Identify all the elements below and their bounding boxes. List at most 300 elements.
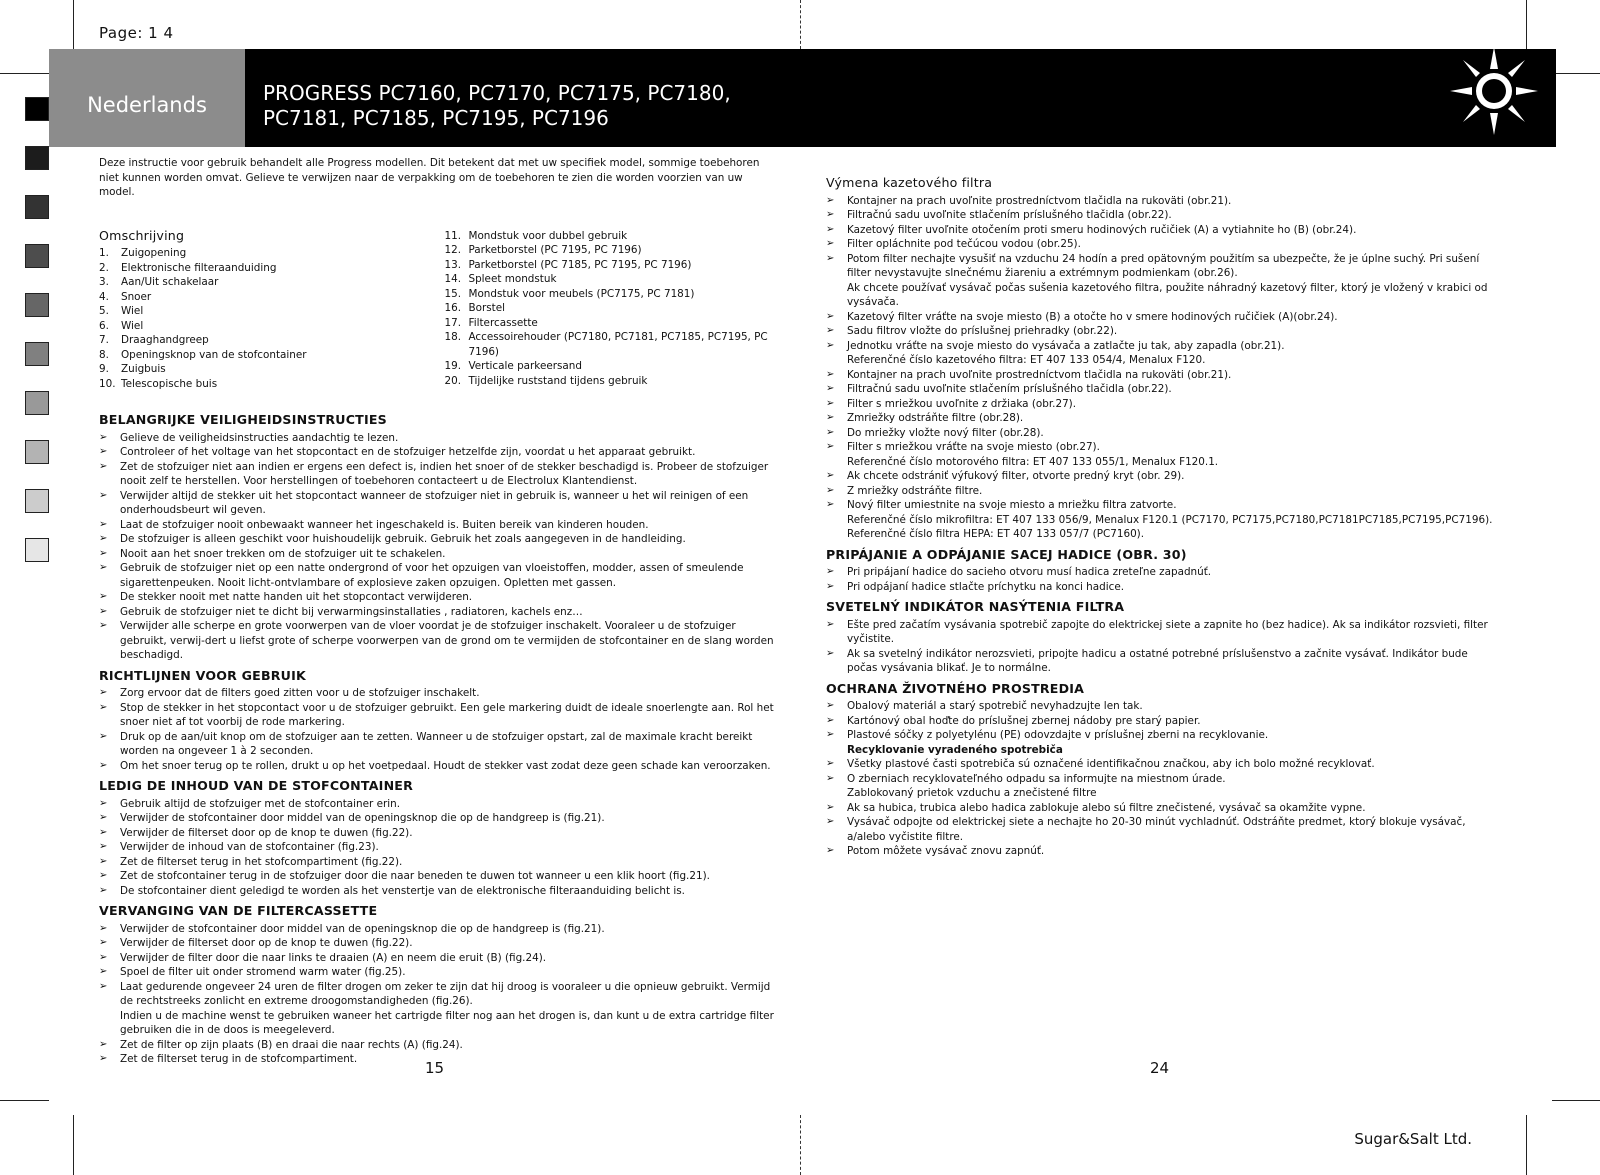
list-item	[99, 965, 774, 980]
arrow-bullet-icon: ➢	[99, 937, 108, 948]
list-item-text: Verticale parkeersand	[468, 360, 582, 372]
list-item-text: Verwijder de stofcontainer door middel van de openingsknop die op de handgreep is (fig.21).	[120, 922, 605, 935]
list-item-text: Om het snoer terug op te rollen, drukt u op het voetpedaal. Houdt de stekker vast zodat deze geen schade kan veroorzaken.	[120, 759, 771, 772]
list-item	[826, 397, 1494, 412]
list-item	[826, 618, 1494, 647]
arrow-bullet-icon: ➢	[826, 566, 835, 577]
list-item	[826, 469, 1494, 484]
list-item	[444, 301, 774, 316]
list-item-text: Aan/Uit schakelaar	[121, 276, 219, 288]
arrow-bullet-icon: ➢	[826, 412, 835, 423]
model-title-line: PC7181, PC7185, PC7195, PC7196	[263, 106, 609, 130]
list-item-text: Jednotku vráťte na svoje miesto do vysávača a zatlačte ju tak, aby zapadla (obr.21).	[847, 339, 1285, 352]
note-text: Ak chcete používať vysávač počas sušenia kazetového filtra, použite náhradný kazetový filter, ktorý je vložený v krabici od vysávača.	[847, 281, 1488, 308]
description-list-right	[444, 229, 774, 392]
list-item-text: O zberniach recyklovateľného odpadu sa informujte na miestnom úrade.	[847, 772, 1226, 785]
list-item	[826, 815, 1494, 844]
list-item-text: Mondstuk voor dubbel gebruik	[468, 229, 628, 242]
list-item-text: Verwijder de filterset door op de knop te duwen (fig.22).	[120, 937, 413, 949]
list-item	[826, 728, 1494, 743]
list-item	[99, 701, 774, 730]
list-item-text: Filtercassette	[468, 316, 538, 329]
list-item-text: Zet de filter op zijn plaats (B) en draai die naar rechts (A) (fig.24).	[120, 1038, 463, 1051]
list-item	[99, 348, 444, 363]
list-item-text: Telescopische buis	[121, 377, 218, 390]
list-item	[826, 757, 1494, 772]
list-item-number: 12.	[444, 244, 462, 256]
arrow-bullet-icon: ➢	[99, 812, 108, 823]
fold-mark	[800, 0, 801, 49]
color-swatch	[25, 538, 49, 562]
list-item	[99, 377, 444, 392]
section-heading: OCHRANA ŽIVOTNÉHO PROSTREDIA	[826, 680, 1085, 696]
list-item	[444, 287, 774, 302]
section-heading: Výmena kazetového filtra	[826, 175, 993, 190]
list-item	[99, 759, 774, 774]
list-item-text: Vysávač odpojte od elektrickej siete a nechajte ho 20-30 minút vychladnúť. Odstráňte predmet, ktorý blokuje vysávač, a/alebo vyčistite filtre.	[847, 816, 1466, 843]
arrow-bullet-icon: ➢	[99, 605, 108, 617]
list-item	[99, 1038, 774, 1053]
arrow-bullet-icon: ➢	[826, 368, 835, 380]
bullet-list	[99, 431, 774, 663]
arrow-bullet-icon: ➢	[826, 397, 835, 409]
color-swatch	[25, 146, 49, 170]
color-swatch	[25, 244, 49, 268]
list-item-text: Controleer of het voltage van het stopcontact en de stofzuiger hetzelfde zijn, voordat u het apparaat gebruikt.	[120, 446, 696, 458]
list-item-text: Laat gedurende ongeveer 24 uren de filter drogen om zeker te zijn dat hij droog is vooraleer u die opnieuw gebruikt. Vermijd de rechtstreeks zonlicht en extreme droogomstandigheden (fig.26).	[120, 980, 771, 1007]
list-item	[99, 304, 444, 319]
arrow-bullet-icon: ➢	[99, 951, 108, 963]
language-label: Nederlands	[49, 49, 245, 147]
color-swatch	[25, 391, 49, 415]
list-item-text: Do mriežky vložte nový filter (obr.28).	[847, 426, 1044, 439]
arrow-bullet-icon: ➢	[99, 730, 108, 742]
list-item	[99, 619, 774, 663]
list-item-text: Verwijder de filterset door op de knop te duwen (fig.22).	[120, 826, 413, 839]
list-item-text: Gebruik de stofzuiger niet op een natte ondergrond of voor het opzuigen van vloeistoffen, modder, assen of smeulende sigarettenpeuken. Nooit licht-ontvlambare of explosieve zaken opzuigen. Opletten met gassen.	[120, 562, 744, 589]
list-item	[99, 518, 774, 533]
bullet-list	[826, 368, 1494, 455]
color-swatch	[25, 342, 49, 366]
list-item	[826, 324, 1494, 339]
model-title-line: PROGRESS PC7160, PC7170, PC7175, PC7180,	[263, 81, 731, 105]
list-item	[444, 316, 774, 331]
page-label: Page: 1 4	[99, 24, 174, 42]
list-item	[826, 484, 1494, 499]
list-item	[444, 243, 774, 258]
list-item-text: De stofzuiger is alleen geschikt voor huishoudelijk gebruik. Gebruik het zoals aangegeven in de handleiding.	[120, 533, 686, 545]
arrow-bullet-icon: ➢	[99, 841, 108, 852]
list-item-text: Kazetový filter uvoľnite otočením proti smeru hodinových ručičiek (A) a vytiahnite ho (B) (obr.24).	[847, 223, 1357, 236]
list-item-text: Verwijder de inhoud van de stofcontainer (fig.23).	[120, 841, 379, 853]
list-item	[99, 290, 444, 305]
description-list-left	[99, 229, 444, 392]
arrow-bullet-icon: ➢	[99, 533, 108, 544]
arrow-bullet-icon: ➢	[826, 383, 835, 394]
list-item	[99, 951, 774, 966]
arrow-bullet-icon: ➢	[826, 845, 835, 856]
list-item-text: Kontajner na prach uvoľnite prostredníctvom tlačidla na rukoväti (obr.21).	[847, 194, 1232, 207]
arrow-bullet-icon: ➢	[99, 980, 108, 992]
list-item	[99, 869, 774, 884]
arrow-bullet-icon: ➢	[826, 801, 835, 813]
section-heading: Omschrijving	[99, 227, 185, 243]
color-swatch	[25, 489, 49, 513]
list-item	[99, 922, 774, 937]
list-item-number: 1.	[99, 247, 109, 259]
list-item	[826, 194, 1494, 209]
list-item-text: Potom filter nechajte vysušiť na vzduchu 24 hodín a pred opätovným použitím sa ubezpečte, že je úplne suchý. Pri sušení filter nevystavujte slnečnému žiareniu a extrémnym podmienkam (obr.26).	[847, 252, 1480, 279]
list-item-text: Stop de stekker in het stopcontact voor u de stofzuiger gebruikt. Een gele markering duidt de ideale snoerlengte aan. Rol het snoer niet af tot voorbij de rode markering.	[120, 701, 774, 728]
arrow-bullet-icon: ➢	[826, 729, 835, 740]
note-text: Indien u de machine wenst te gebruiken waneer het cartrigde filter nog aan het drogen is, dan kunt u de extra cartridge filter gebruiken die in de doos is meegeleverd.	[120, 1009, 774, 1036]
sun-icon	[1450, 47, 1538, 135]
list-item-number: 3.	[99, 276, 109, 288]
arrow-bullet-icon: ➢	[826, 758, 835, 769]
list-item	[826, 411, 1494, 426]
list-item	[826, 310, 1494, 325]
list-item-number: 17.	[444, 316, 462, 329]
list-item-text: Gelieve de veiligheidsinstructies aandachtig te lezen.	[120, 431, 399, 444]
list-item-number: 13.	[444, 258, 462, 271]
list-item-number: 4.	[99, 290, 109, 303]
list-item	[99, 605, 774, 620]
list-item	[826, 498, 1494, 513]
list-item	[99, 855, 774, 870]
numbered-list	[444, 229, 774, 389]
list-item	[826, 844, 1494, 859]
list-item-text: Zet de filterset terug in het stofcompartiment (fig.22).	[120, 855, 403, 868]
list-item	[99, 445, 774, 460]
note-text: Referenčné číslo kazetového filtra: ET 407 133 054/4, Menalux F120.	[847, 354, 1206, 366]
list-item-text: Openingsknop van de stofcontainer	[121, 348, 307, 361]
list-item	[444, 359, 774, 374]
list-item	[444, 229, 774, 244]
header-bar	[49, 49, 1556, 147]
arrow-bullet-icon: ➢	[826, 426, 835, 438]
arrow-bullet-icon: ➢	[826, 470, 835, 481]
arrow-bullet-icon: ➢	[826, 700, 835, 711]
section-heading: RICHTLIJNEN VOOR GEBRUIK	[99, 667, 306, 683]
arrow-bullet-icon: ➢	[826, 816, 835, 827]
list-item-text: Kazetový filter vráťte na svoje miesto (B) a otočte ho v smere hodinových ručičiek (A)(obr.24).	[847, 310, 1338, 323]
list-item-text: Zuigbuis	[121, 363, 166, 375]
list-item-text: De stekker nooit met natte handen uit het stopcontact verwijderen.	[120, 591, 473, 603]
arrow-bullet-icon: ➢	[99, 489, 108, 501]
list-item-number: 20.	[444, 374, 462, 387]
list-item-text: Zuigopening	[121, 247, 187, 259]
list-item	[99, 489, 774, 518]
list-item	[826, 647, 1494, 676]
list-item	[826, 382, 1494, 397]
list-item	[99, 547, 774, 562]
list-item-text: Ešte pred začatím vysávania spotrebič zapojte do elektrickej siete a zapnite ho (bez hadice). Ak sa indikátor rozsvieti, filter vyčistite.	[847, 618, 1488, 645]
bullet-list	[826, 469, 1494, 513]
sub-heading: Recyklovanie vyradeného spotrebiča	[847, 743, 1063, 756]
list-item-text: Parketborstel (PC 7195, PC 7196)	[468, 244, 642, 256]
list-item-text: Zmriežky odstráňte filtre (obr.28).	[847, 412, 1024, 424]
numbered-list	[99, 246, 444, 391]
arrow-bullet-icon: ➢	[99, 446, 108, 457]
list-item	[826, 772, 1494, 787]
list-item-text: Verwijder de stofcontainer door middel van de openingsknop die op de handgreep is (fig.21).	[120, 812, 605, 824]
list-item-text: Spoel de filter uit onder stromend warm water (fig.25).	[120, 966, 406, 978]
list-item	[99, 590, 774, 605]
list-item	[99, 884, 774, 899]
list-item	[826, 565, 1494, 580]
crop-mark	[73, 0, 74, 49]
slovak-column	[826, 176, 1494, 859]
list-item-text: Ak sa svetelný indikátor nerozsvieti, pripojte hadicu a ostatné potrebné príslušenstvo a začnite vysávať. Indikátor bude počas vysávania blikať. Je to normálne.	[847, 647, 1468, 674]
arrow-bullet-icon: ➢	[826, 499, 835, 510]
crop-mark	[1526, 1115, 1527, 1175]
list-item	[99, 936, 774, 951]
list-item-text: Ak sa hubica, trubica alebo hadica zablokuje alebo sú filtre znečistené, vysávač sa okamžite vypne.	[847, 801, 1366, 814]
list-item-text: Snoer	[121, 290, 152, 303]
arrow-bullet-icon: ➢	[99, 922, 108, 934]
arrow-bullet-icon: ➢	[99, 562, 108, 573]
list-item	[826, 223, 1494, 238]
arrow-bullet-icon: ➢	[99, 1038, 108, 1050]
list-item	[99, 561, 774, 590]
list-item-text: De stofcontainer dient geledigd te worden als het venstertje van de elektronische filteraanduiding belicht is.	[120, 884, 685, 897]
list-item-number: 8.	[99, 348, 109, 361]
list-item	[444, 374, 774, 389]
intro-paragraph: Deze instructie voor gebruik behandelt alle Progress modellen. Dit betekent dat met uw specifiek model, sommige toebehoren niet kunnen worden omvat. Gelieve te verwijzen naar de verpakking om de toebehoren te zien die worden voorzien van uw model.	[99, 157, 760, 198]
arrow-bullet-icon: ➢	[826, 325, 835, 336]
note-text: Referenčné číslo mikrofiltra: ET 407 133 056/9, Menalux F120.1 (PC7170, PC7175,PC7180,PC7181PC7185,PC7195,PC7196).	[847, 513, 1493, 526]
list-item-number: 11.	[444, 229, 462, 242]
list-item-text: Nooit aan het snoer trekken om de stofzuiger uit te schakelen.	[120, 547, 446, 560]
list-item-text: Verwijder alle scherpe en grote voorwerpen van de vloer voordat je de stofzuiger inschakelt. Vooraleer u de stofzuiger gebruikt, verwij-dert u liefst grote of scherpe voorwerpen van de grond om te vermijden de stofcontainer en de slang worden beschadigd.	[120, 620, 774, 661]
list-item	[99, 275, 444, 290]
list-item	[99, 460, 774, 489]
color-swatch	[25, 293, 49, 317]
list-item	[99, 362, 444, 377]
bullet-list	[826, 757, 1494, 786]
arrow-bullet-icon: ➢	[826, 310, 835, 322]
list-item-text: Filtračnú sadu uvoľnite stlačením príslušného tlačidla (obr.22).	[847, 209, 1172, 221]
list-item-text: Spleet mondstuk	[468, 273, 557, 285]
section-heading: SVETELNÝ INDIKÁTOR NASÝTENIA FILTRA	[826, 599, 1125, 614]
arrow-bullet-icon: ➢	[99, 759, 108, 771]
list-item-text: Tijdelijke ruststand tijdens gebruik	[468, 374, 648, 387]
list-item-number: 18.	[444, 331, 462, 343]
arrow-bullet-icon: ➢	[99, 884, 108, 896]
list-item-text: Zorg ervoor dat de filters goed zitten voor u de stofzuiger inschakelt.	[120, 687, 480, 699]
list-item-text: Nový filter umiestnite na svoje miesto a mriežku filtra zatvorte.	[847, 499, 1177, 511]
list-item-text: Zet de stofzuiger niet aan indien er ergens een defect is, indien het snoer of de stekker beschadigd is. Probeer de stofzuiger nooit zelf te herstellen. Voor herstellingen of toebehoren contacteert u de Electrolux Klantendienst.	[120, 460, 769, 487]
list-item-text: Kartónový obal hoďte do príslušnej zbernej nádoby pre starý papier.	[847, 714, 1201, 727]
list-item-text: Filter s mriežkou uvoľnite z držiaka (obr.27).	[847, 397, 1077, 410]
list-item	[826, 426, 1494, 441]
list-item-text: Kontajner na prach uvoľnite prostredníctvom tlačidla na rukoväti (obr.21).	[847, 368, 1232, 381]
list-item-text: Verwijder de filter door die naar links te draaien (A) en neem die eruit (B) (fig.24).	[120, 951, 547, 964]
list-item-text: Gebruik altijd de stofzuiger met de stofcontainer erin.	[120, 797, 401, 810]
bullet-list	[99, 797, 774, 899]
list-item-number: 9.	[99, 363, 109, 375]
list-item	[99, 532, 774, 547]
list-item-number: 16.	[444, 302, 462, 314]
section-heading: PRIPÁJANIE A ODPÁJANIE SACEJ HADICE (OBR. 30)	[826, 546, 1187, 562]
fold-mark	[800, 1115, 801, 1175]
note-text: Referenčné číslo motorového filtra: ET 407 133 055/1, Menalux F120.1.	[847, 455, 1219, 468]
crop-mark	[73, 1115, 74, 1175]
list-item	[826, 237, 1494, 252]
arrow-bullet-icon: ➢	[826, 714, 835, 726]
list-item	[99, 730, 774, 759]
note-text: Referenčné číslo filtra HEPA: ET 407 133 057/7 (PC7160).	[847, 528, 1145, 540]
arrow-bullet-icon: ➢	[99, 518, 108, 530]
list-item-number: 10.	[99, 377, 116, 390]
list-item-text: Accessoirehouder (PC7180, PC7181, PC7185, PC7195, PC 7196)	[468, 331, 768, 358]
list-item-text: Verwijder altijd de stekker uit het stopcontact wanneer de stofzuiger niet in gebruik is, wanneer u het wil reinigen of een onderhoudsbeurt wil geven.	[120, 489, 749, 516]
list-item	[99, 261, 444, 276]
list-item	[99, 333, 444, 348]
section-heading: BELANGRIJKE VEILIGHEIDSINSTRUCTIES	[99, 412, 387, 427]
list-item	[99, 811, 774, 826]
list-item	[99, 980, 774, 1009]
arrow-bullet-icon: ➢	[99, 460, 108, 472]
description-block	[99, 229, 774, 392]
list-item-text: Pri odpájaní hadice stlačte príchytku na konci hadice.	[847, 580, 1125, 593]
dutch-column	[99, 156, 774, 1067]
list-item-text: Borstel	[468, 302, 506, 314]
bullet-list	[826, 194, 1494, 281]
list-item	[99, 431, 774, 446]
list-item-number: 15.	[444, 287, 462, 300]
list-item-text: Zet de stofcontainer terug in de stofzuiger door die naar beneden te duwen tot wanneer u een klik hoort (fig.21).	[120, 870, 710, 882]
list-item-text: Mondstuk voor meubels (PC7175, PC 7181)	[468, 287, 695, 300]
list-item-text: Gebruik de stofzuiger niet te dicht bij verwarmingsinstallaties , radiatoren, kachels enz…	[120, 605, 583, 618]
list-item-text: Pri pripájaní hadice do sacieho otvoru musí hadica zreteľne zapadnúť.	[847, 566, 1212, 578]
list-item-text: Zet de filterset terug in de stofcompartiment.	[120, 1053, 358, 1065]
model-title	[263, 81, 731, 131]
bullet-list	[826, 310, 1494, 354]
arrow-bullet-icon: ➢	[99, 591, 108, 602]
arrow-bullet-icon: ➢	[99, 620, 108, 631]
list-item-number: 19.	[444, 360, 462, 372]
list-item-number: 6.	[99, 319, 109, 332]
arrow-bullet-icon: ➢	[826, 772, 835, 784]
bullet-list	[99, 686, 774, 773]
list-item	[99, 826, 774, 841]
list-item	[826, 440, 1494, 455]
arrow-bullet-icon: ➢	[826, 223, 835, 235]
list-item-text: Wiel	[121, 319, 144, 332]
crop-mark	[1552, 73, 1600, 74]
list-item	[444, 258, 774, 273]
list-item	[826, 208, 1494, 223]
list-item	[826, 252, 1494, 281]
list-item	[99, 686, 774, 701]
list-item	[99, 797, 774, 812]
arrow-bullet-icon: ➢	[826, 194, 835, 206]
bullet-list	[826, 565, 1494, 594]
arrow-bullet-icon: ➢	[826, 580, 835, 592]
list-item-text: Parketborstel (PC 7185, PC 7195, PC 7196)	[468, 258, 692, 271]
list-item	[444, 330, 774, 359]
color-swatch	[25, 440, 49, 464]
section-heading: VERVANGING VAN DE FILTERCASSETTE	[99, 903, 378, 918]
arrow-bullet-icon: ➢	[99, 547, 108, 559]
list-item	[826, 368, 1494, 383]
list-item	[826, 801, 1494, 816]
arrow-bullet-icon: ➢	[99, 687, 108, 698]
arrow-bullet-icon: ➢	[826, 441, 835, 452]
list-item-text: Elektronische filteraanduiding	[121, 261, 277, 274]
bullet-list	[826, 699, 1494, 743]
list-item-text: Laat de stofzuiger nooit onbewaakt wanneer het ingeschakeld is. Buiten bereik van kinderen houden.	[120, 518, 649, 531]
note-text: Zablokovaný prietok vzduchu a znečistené filtre	[847, 787, 1097, 799]
arrow-bullet-icon: ➢	[99, 797, 108, 809]
arrow-bullet-icon: ➢	[99, 826, 108, 838]
page-number: 24	[1150, 1059, 1170, 1077]
list-item-number: 5.	[99, 305, 109, 317]
list-item-text: Sadu filtrov vložte do príslušnej priehradky (obr.22).	[847, 325, 1118, 337]
arrow-bullet-icon: ➢	[99, 855, 108, 867]
arrow-bullet-icon: ➢	[826, 484, 835, 496]
list-item	[826, 699, 1494, 714]
list-item-number: 2.	[99, 261, 109, 274]
list-item-text: Filtračnú sadu uvoľnite stlačením príslušného tlačidla (obr.22).	[847, 383, 1172, 395]
bullet-list	[99, 922, 774, 1009]
list-item	[99, 840, 774, 855]
crop-mark	[1526, 0, 1527, 49]
list-item	[826, 580, 1494, 595]
list-item-text: Draaghandgreep	[121, 334, 209, 346]
section-heading: LEDIG DE INHOUD VAN DE STOFCONTAINER	[99, 778, 414, 793]
list-item-text: Plastové sóčky z polyetylénu (PE) odovzdajte v príslušnej zberni na recyklovanie.	[847, 729, 1269, 741]
list-item	[826, 339, 1494, 354]
crop-mark	[1552, 1100, 1600, 1101]
list-item	[99, 319, 444, 334]
page-number: 15	[425, 1059, 445, 1077]
crop-mark	[0, 73, 49, 74]
list-item	[826, 714, 1494, 729]
bullet-list	[826, 801, 1494, 859]
footer-brand: Sugar&Salt Ltd.	[1354, 1130, 1472, 1148]
color-swatch	[25, 97, 49, 121]
arrow-bullet-icon: ➢	[99, 701, 108, 713]
list-item-text: Wiel	[121, 305, 144, 317]
list-item-text: Obalový materiál a starý spotrebič nevyhadzujte len tak.	[847, 700, 1143, 712]
arrow-bullet-icon: ➢	[826, 618, 835, 630]
arrow-bullet-icon: ➢	[99, 870, 108, 881]
list-item-number: 7.	[99, 334, 109, 346]
list-item-text: Ak chcete odstrániť výfukový filter, otvorte predný kryt (obr. 29).	[847, 470, 1185, 482]
arrow-bullet-icon: ➢	[99, 431, 108, 443]
crop-mark	[0, 1100, 49, 1101]
list-item-number: 14.	[444, 273, 462, 285]
list-item-text: Potom môžete vysávač znovu zapnúť.	[847, 845, 1045, 857]
arrow-bullet-icon: ➢	[826, 252, 835, 264]
color-swatch	[25, 195, 49, 219]
list-item	[444, 272, 774, 287]
arrow-bullet-icon: ➢	[99, 966, 108, 977]
list-item-text: Filter opláchnite pod tečúcou vodou (obr.25).	[847, 238, 1081, 250]
list-item-text: Z mriežky odstráňte filtre.	[847, 484, 983, 497]
arrow-bullet-icon: ➢	[826, 209, 835, 220]
list-item	[99, 246, 444, 261]
bullet-list	[826, 618, 1494, 676]
arrow-bullet-icon: ➢	[826, 238, 835, 249]
list-item-text: Filter s mriežkou vráťte na svoje miesto (obr.27).	[847, 441, 1100, 453]
list-item-text: Všetky plastové časti spotrebiča sú označené identifikačnou značkou, aby ich bolo možné recyklovať.	[847, 758, 1375, 770]
arrow-bullet-icon: ➢	[826, 647, 835, 659]
arrow-bullet-icon: ➢	[99, 1053, 108, 1064]
list-item-text: Druk op de aan/uit knop om de stofzuiger aan te zetten. Wanneer u de stofzuiger opstart, zal de maximale kracht bereikt worden na ongeveer 1 à 2 seconden.	[120, 730, 753, 757]
